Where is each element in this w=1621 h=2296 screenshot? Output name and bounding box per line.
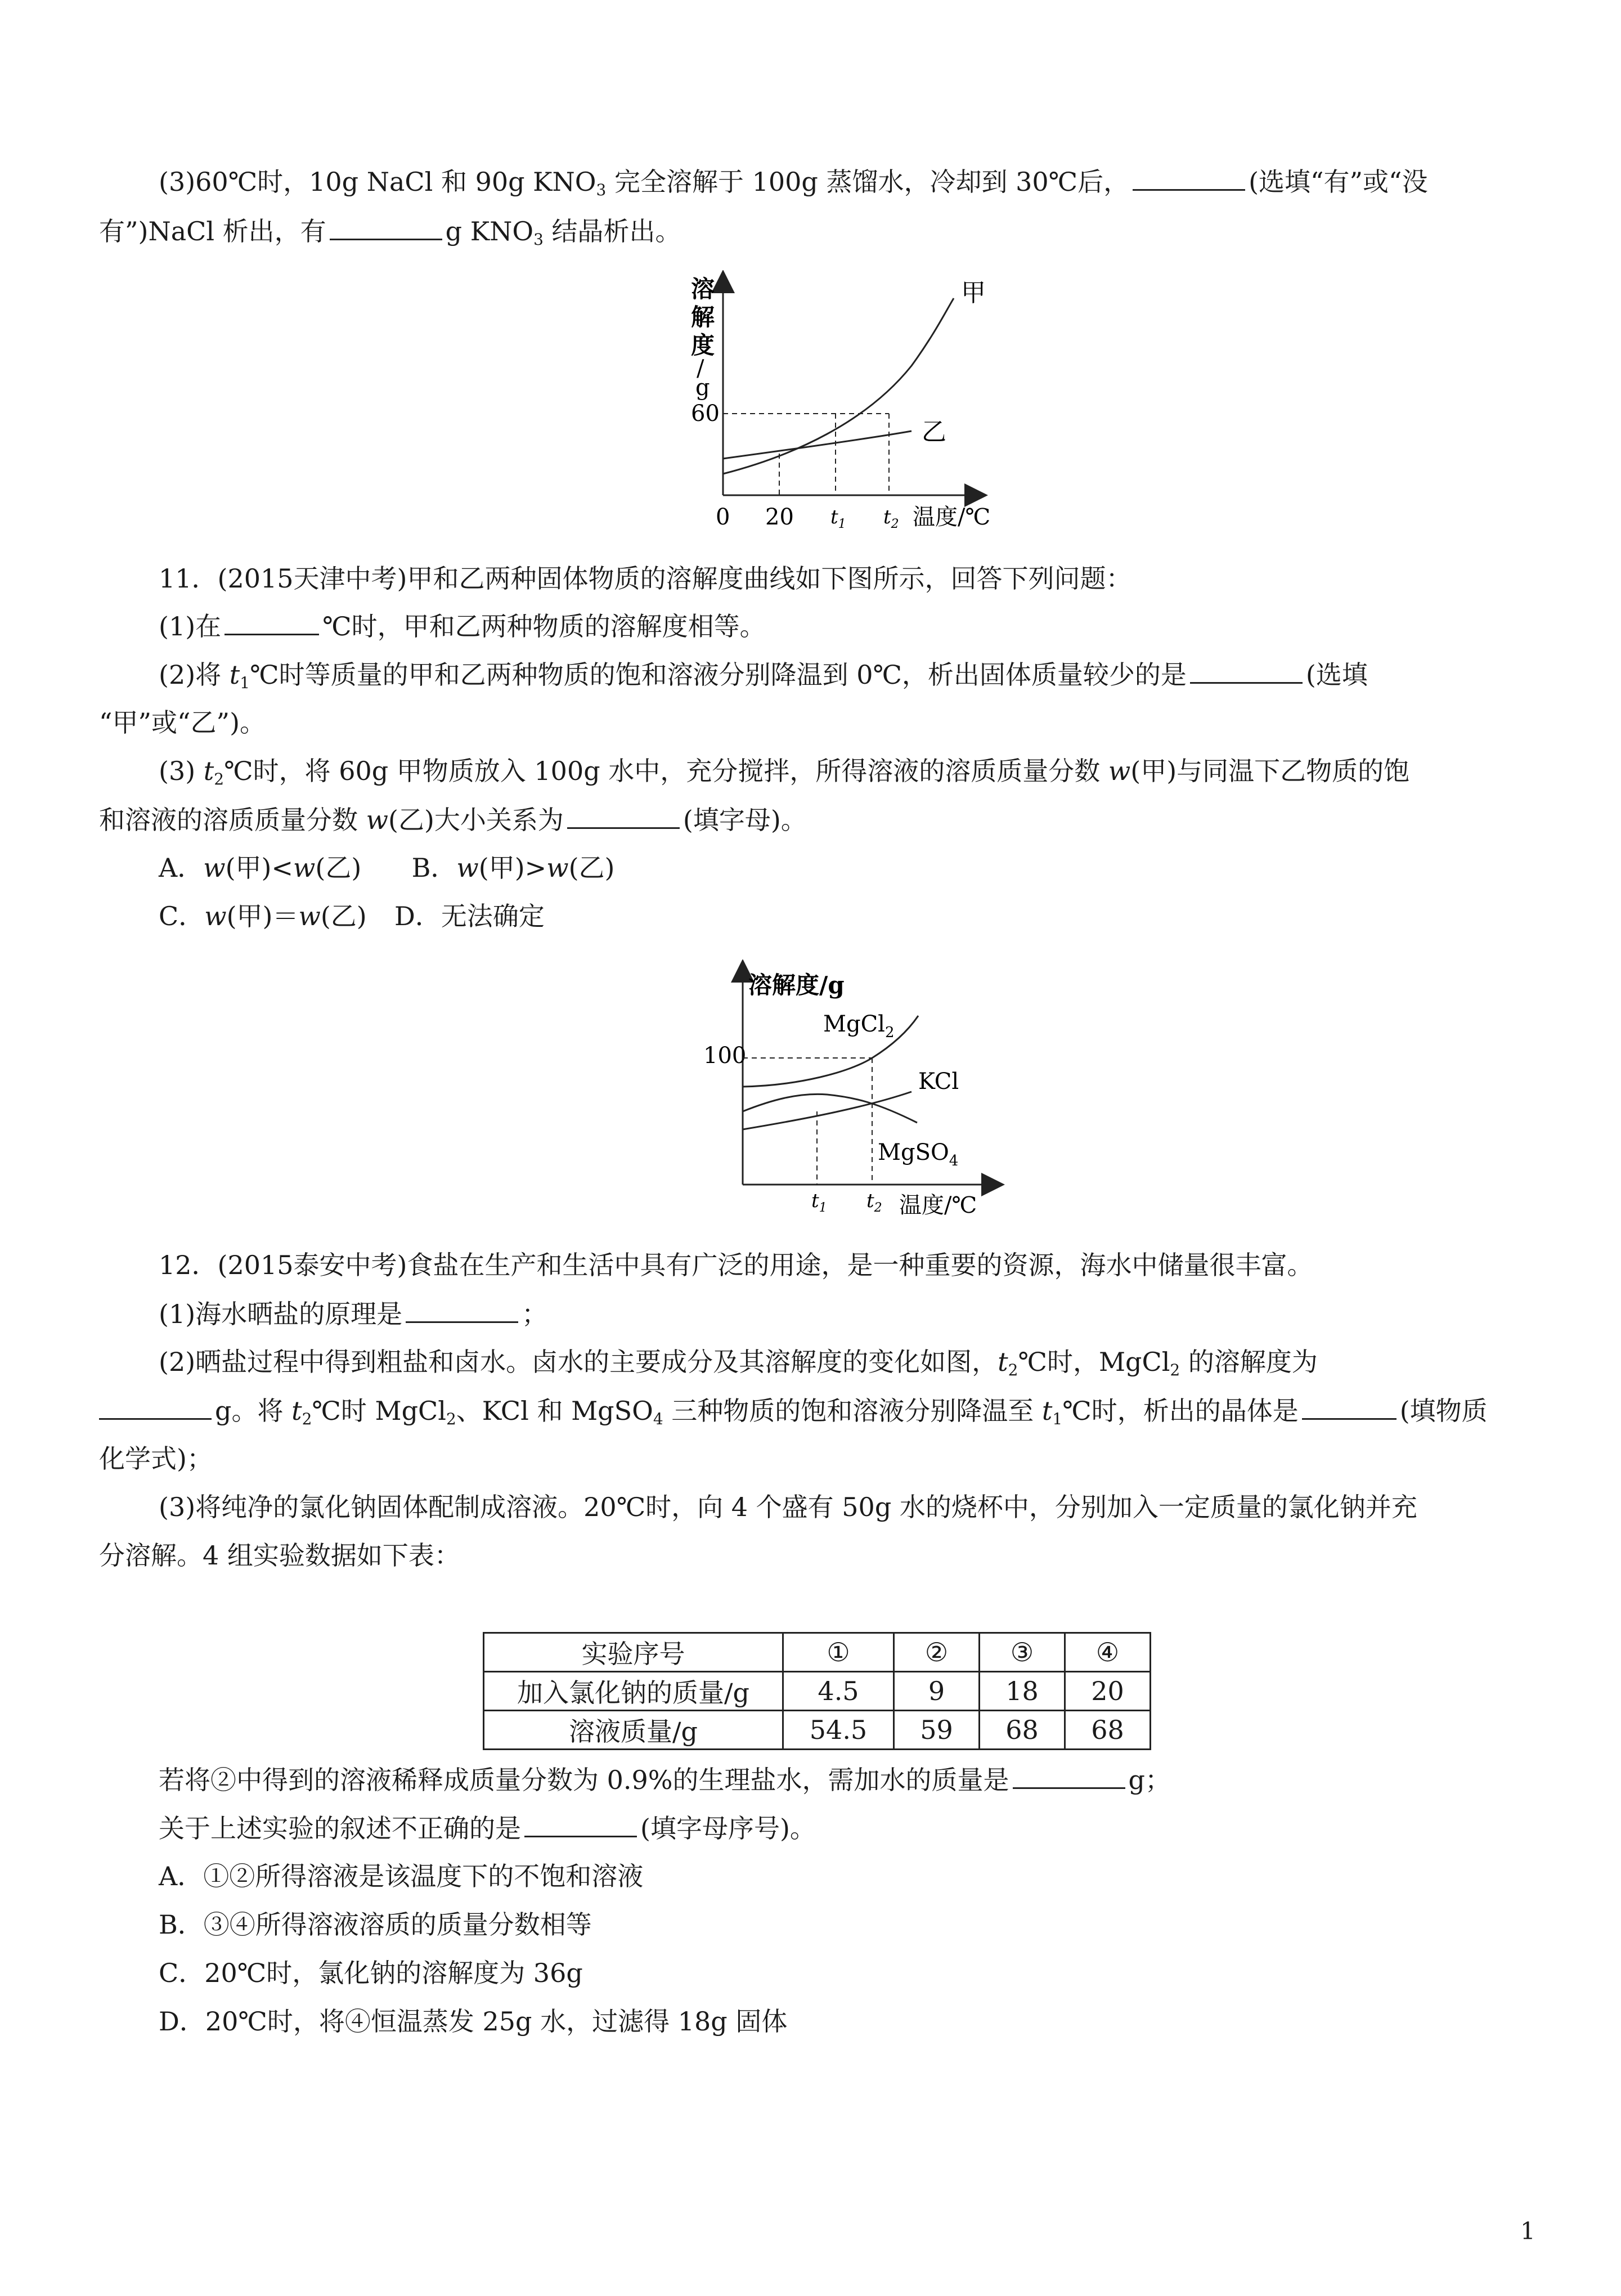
answer-blank[interactable] xyxy=(1302,1393,1397,1420)
q12-part3-line2: 分溶解。4 组实验数据如下表： xyxy=(99,1540,460,1571)
q12-dilution-question: 若将②中得到的溶液稀释成质量分数为 0.9%的生理盐水，需加水的质量是 g； xyxy=(159,1763,1171,1797)
q12-part2-line2: g。将 $t_2℃$时 MgCl$_2$、KCl 和 MgSO$_4$ 三种物质的饱和溶液分别降温至 $t_1℃$时，析出的晶体是 (填物质 xyxy=(99,1393,1488,1436)
answer-blank[interactable] xyxy=(330,214,442,240)
y-axis-label-char: 溶 xyxy=(691,275,715,303)
y-axis-label-char: / xyxy=(697,356,704,382)
q11-part3-line1: (3) $t_2℃$时，将 60g 甲物质放入 100g 水中，充分搅拌，所得溶液的溶质质量分数 w(甲)与同温下乙物质的饱 xyxy=(159,756,1410,788)
table-cell: 18 xyxy=(980,1672,1065,1711)
answer-blank[interactable] xyxy=(224,609,319,635)
series-label-yi: 乙 xyxy=(922,418,946,446)
q11-part3-line2: 和溶液的溶质质量分数 w(乙)大小关系为 (填字母)。 xyxy=(99,802,807,837)
answer-blank[interactable] xyxy=(524,1811,637,1837)
table-cell: ④ xyxy=(1065,1633,1151,1672)
option-c[interactable]: C．w(甲)＝w(乙) xyxy=(159,901,367,931)
x-tick-label-t2: $t_2$ xyxy=(866,1190,882,1215)
x-tick-label: 20 xyxy=(765,504,794,530)
q12-part2-line3: 化学式)； xyxy=(99,1443,213,1474)
table-cell: 68 xyxy=(980,1711,1065,1750)
option-d[interactable]: D．无法确定 xyxy=(394,901,545,931)
table-cell: 68 xyxy=(1065,1711,1151,1750)
label-kcl: KCl xyxy=(918,1069,959,1095)
table-cell: 20 xyxy=(1065,1672,1151,1711)
table-cell: ③ xyxy=(980,1633,1065,1672)
table-cell: 实验序号 xyxy=(484,1633,783,1672)
table-cell: 54.5 xyxy=(783,1711,894,1750)
q12-stem: 12．(2015泰安中考)食盐在生产和生活中具有广泛的用途，是一种重要的资源，海水中储量很丰富。 xyxy=(159,1250,1313,1280)
series-label-jia: 甲 xyxy=(961,279,986,307)
option-b[interactable]: B．③④所得溶液溶质的质量分数相等 xyxy=(159,1909,592,1940)
x-axis-label: 温度/℃ xyxy=(913,504,991,530)
y-axis-label: 溶解度/g xyxy=(748,971,845,999)
table-cell: 加入氯化钠的质量/g xyxy=(484,1672,783,1711)
answer-blank[interactable] xyxy=(1190,657,1303,684)
q11-part2-line2: “甲”或“乙”)。 xyxy=(99,707,266,738)
q10-part3-line1: (3)60℃时，10g NaCl 和 90g $KNO_3$ 完全溶解于 100g 蒸馏水，冷却到 30℃后， (选填“有”或“没 xyxy=(159,164,1428,207)
curve-jia xyxy=(723,298,954,474)
answer-blank[interactable] xyxy=(1133,164,1245,191)
experiment-table xyxy=(483,1632,1151,1750)
y-tick-label: 60 xyxy=(691,401,720,427)
q11-part2-line1: (2)将 $t_1℃$时等质量的甲和乙两种物质的饱和溶液分别降温到 0℃，析出固体质量较少的是 (选填 xyxy=(159,657,1368,700)
curve-yi xyxy=(723,431,911,459)
y-axis-label-char: g xyxy=(695,375,710,401)
q11-stem: 11．(2015天津中考)甲和乙两种固体物质的溶解度曲线如下图所示，回答下列问题： xyxy=(159,563,1132,594)
option-b[interactable]: B．w(甲)>w(乙) xyxy=(411,853,615,883)
table-cell: ② xyxy=(894,1633,980,1672)
option-a[interactable]: A．w(甲)<w(乙) xyxy=(159,853,362,883)
q11-options-ab xyxy=(159,851,614,885)
answer-blank[interactable] xyxy=(1013,1763,1125,1789)
y-tick-label: 100 xyxy=(703,1043,747,1069)
option-a[interactable]: A．①②所得溶液是该温度下的不饱和溶液 xyxy=(159,1861,644,1891)
x-tick-label-t1: $t_1$ xyxy=(811,1190,827,1215)
page-number: 1 xyxy=(1520,2217,1535,2245)
q10-part3-line2: 有”)NaCl 析出，有 g $KNO_3$ 结晶析出。 xyxy=(99,214,681,257)
q12-part3-line1: (3)将纯净的氯化钠固体配制成溶液。20℃时，向 4 个盛有 50g 水的烧杯中，分别加入一定质量的氯化钠并充 xyxy=(159,1492,1417,1522)
table-cell: 溶液质量/g xyxy=(484,1711,783,1750)
option-c[interactable]: C．20℃时，氯化钠的溶解度为 36g xyxy=(159,1958,583,1988)
x-tick-label: 0 xyxy=(716,504,730,530)
table-row xyxy=(484,1633,1151,1672)
solubility-graph-2 xyxy=(686,959,1024,1230)
answer-blank[interactable] xyxy=(567,802,680,829)
table-cell: 59 xyxy=(894,1711,980,1750)
option-d[interactable]: D．20℃时，将④恒温蒸发 25g 水，过滤得 18g 固体 xyxy=(159,2006,788,2037)
table-row xyxy=(484,1672,1151,1711)
label-mgso4: MgSO$_4$ xyxy=(878,1140,959,1169)
answer-blank[interactable] xyxy=(406,1297,518,1323)
x-axis-label: 温度/℃ xyxy=(899,1192,977,1218)
table-row xyxy=(484,1711,1151,1750)
x-tick-label-t2: $t_2$ xyxy=(883,506,899,531)
q12-statement-question: 关于上述实验的叙述不正确的是 (填字母序号)。 xyxy=(159,1811,816,1845)
q12-part1: (1)海水晒盐的原理是 ； xyxy=(159,1297,547,1331)
table-cell: ① xyxy=(783,1633,894,1672)
q12-part2-line1: (2)晒盐过程中得到粗盐和卤水。卤水的主要成分及其溶解度的变化如图，$t_2℃$时，MgCl$_2$ 的溶解度为 xyxy=(159,1347,1318,1379)
label-mgcl2: MgCl$_2$ xyxy=(823,1011,895,1041)
table-cell: 9 xyxy=(894,1672,980,1711)
table-cell: 4.5 xyxy=(783,1672,894,1711)
answer-blank[interactable] xyxy=(99,1393,212,1420)
solubility-graph-1 xyxy=(653,270,1013,540)
q11-part1: (1)在 ℃时，甲和乙两种物质的溶解度相等。 xyxy=(159,609,766,643)
x-tick-label-t1: $t_1$ xyxy=(830,506,846,531)
y-axis-label-char: 解 xyxy=(691,303,715,331)
curve-kcl xyxy=(743,1092,911,1129)
q11-options-cd xyxy=(159,899,545,933)
y-axis-label-char: 度 xyxy=(691,331,715,359)
